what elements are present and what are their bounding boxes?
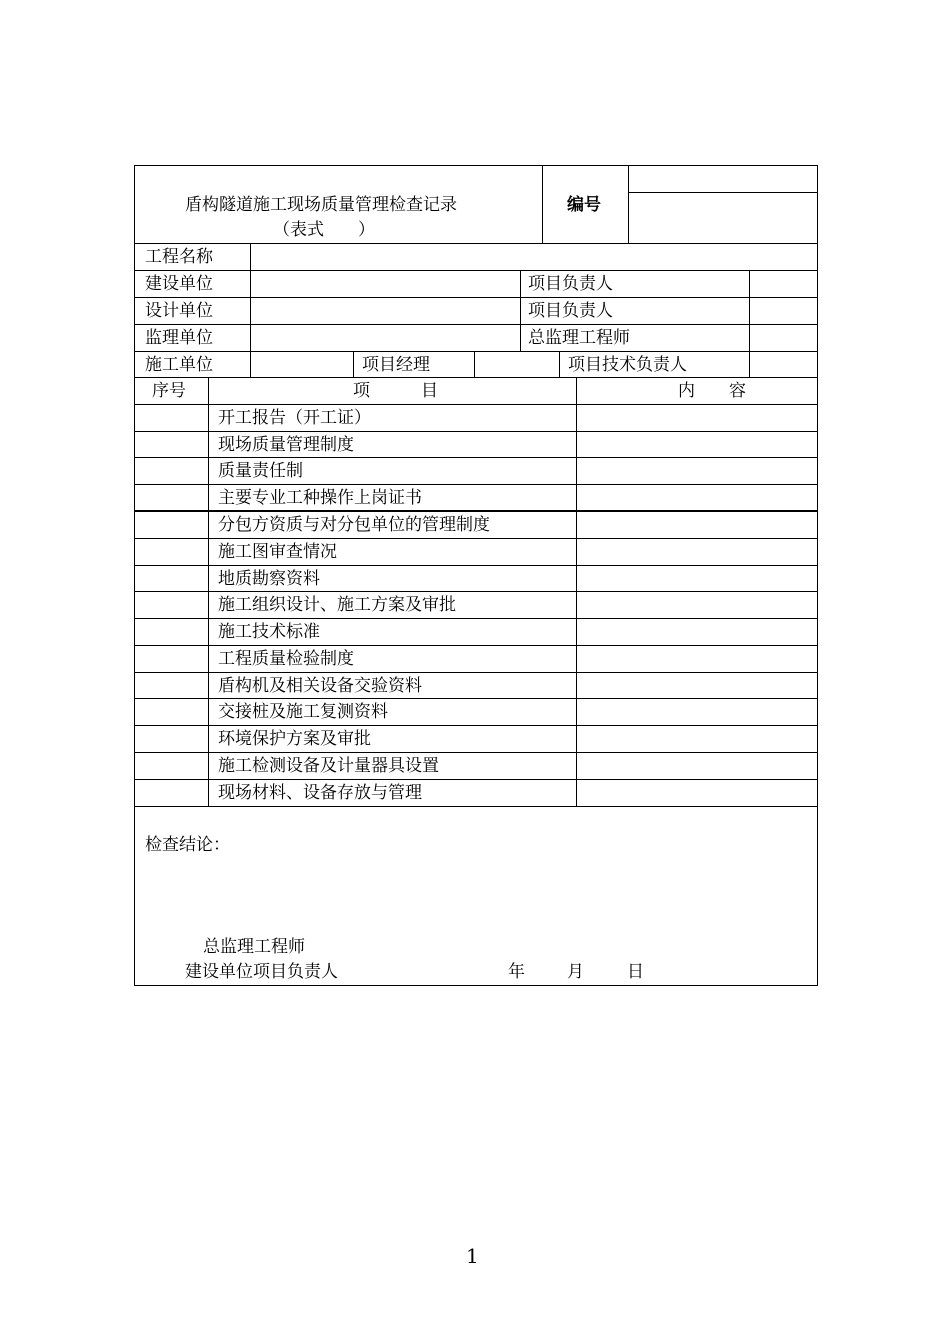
col-content-header: 内 容	[678, 381, 746, 401]
constructor-label: 施工单位	[145, 355, 213, 375]
header-divider-1	[542, 165, 543, 243]
row-line	[134, 377, 818, 378]
date-year: 年	[508, 962, 525, 982]
item-row-line	[134, 698, 818, 699]
info-col-line	[520, 270, 521, 351]
table-border-left	[134, 165, 135, 986]
item-row-line	[134, 538, 818, 539]
project-manager-label: 项目经理	[362, 355, 430, 375]
chief-supervisor-label: 总监理工程师	[528, 328, 630, 348]
list-item: 主要专业工种操作上岗证书	[218, 488, 422, 508]
form-title: 盾构隧道施工现场质量管理检查记录	[185, 195, 457, 215]
item-row-line	[134, 457, 818, 458]
designer-label: 设计单位	[145, 301, 213, 321]
list-item: 环境保护方案及审批	[218, 729, 371, 749]
project-name-label: 工程名称	[145, 247, 213, 267]
number-cell-divider	[628, 192, 818, 193]
row-line	[134, 243, 818, 244]
row-line	[134, 270, 818, 271]
owner-lead-label: 项目负责人	[528, 274, 613, 294]
list-item: 交接桩及施工复测资料	[218, 702, 388, 722]
item-row-line	[134, 779, 818, 780]
list-item: 工程质量检验制度	[218, 649, 354, 669]
header-divider-2	[628, 165, 629, 243]
list-item: 分包方资质与对分包单位的管理制度	[218, 515, 490, 535]
item-row-line	[134, 752, 818, 753]
supervisor-label: 监理单位	[145, 328, 213, 348]
list-item: 现场质量管理制度	[218, 435, 354, 455]
info-col-line	[474, 351, 475, 377]
list-item: 开工报告（开工证）	[218, 408, 371, 428]
item-row-line	[134, 645, 818, 646]
list-item: 施工图审查情况	[218, 542, 337, 562]
col-no-header: 序号	[152, 381, 186, 401]
conclusion-label: 检查结论：	[145, 835, 230, 855]
col-item-header: 项 目	[353, 381, 438, 401]
info-col-line	[749, 270, 750, 377]
list-item: 地质勘察资料	[218, 569, 320, 589]
row-line	[134, 324, 818, 325]
item-row-line	[134, 431, 818, 432]
row-line	[134, 351, 818, 352]
table-border-right	[817, 165, 818, 986]
item-row-line	[134, 484, 818, 485]
chief-supervisor-sign: 总监理工程师	[203, 937, 305, 957]
table-border-top	[134, 165, 818, 166]
list-item: 施工技术标准	[218, 622, 320, 642]
list-item: 质量责任制	[218, 461, 303, 481]
list-item: 现场材料、设备存放与管理	[218, 783, 422, 803]
page-number: 1	[466, 1244, 479, 1268]
info-col-line	[353, 351, 354, 377]
tech-lead-label: 项目技术负责人	[568, 355, 687, 375]
form-type: （表式 ）	[273, 220, 375, 240]
row-line	[134, 297, 818, 298]
owner-lead-sign: 建设单位项目负责人	[185, 962, 338, 982]
info-col-line	[559, 351, 560, 377]
list-item: 盾构机及相关设备交验资料	[218, 676, 422, 696]
info-col-line	[250, 243, 251, 377]
designer-lead-label: 项目负责人	[528, 301, 613, 321]
table-border-bottom	[134, 985, 818, 986]
item-row-line	[134, 672, 818, 673]
item-row-line	[134, 591, 818, 592]
item-row-line	[134, 565, 818, 566]
date-day: 日	[627, 962, 644, 982]
item-row-line	[134, 618, 818, 619]
item-row-line	[134, 806, 818, 807]
row-line	[134, 404, 818, 405]
list-item: 施工检测设备及计量器具设置	[218, 756, 439, 776]
owner-label: 建设单位	[145, 274, 213, 294]
item-row-line	[134, 725, 818, 726]
item-row-line	[134, 510, 818, 512]
number-label: 编号	[567, 195, 601, 215]
date-month: 月	[567, 962, 584, 982]
list-item: 施工组织设计、施工方案及审批	[218, 595, 456, 615]
